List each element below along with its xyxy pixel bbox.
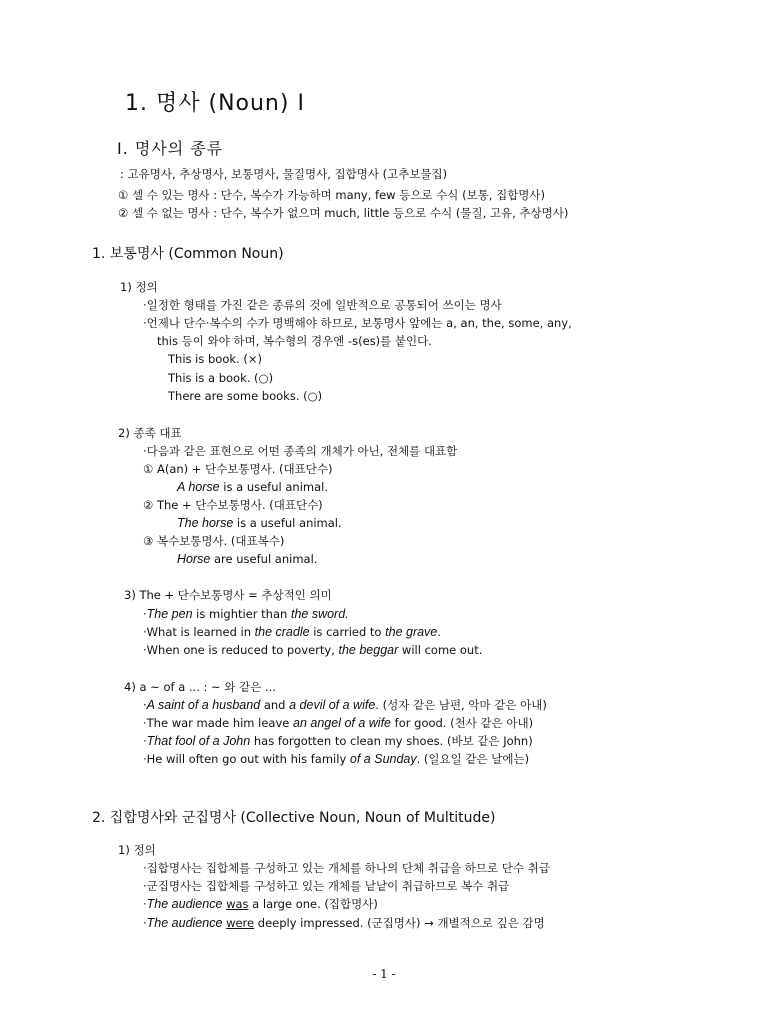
s1-rep-label: 2) 종족 대표 [118, 426, 182, 440]
s1-of-example-3 [143, 733, 533, 749]
italic-phrase: The horse [177, 516, 234, 530]
italic-phrase: the cradle [254, 625, 310, 639]
plain-text: · [143, 734, 147, 748]
s2-def-line-1: ·집합명사는 집합체를 구성하고 있는 개체를 하나의 단체 취급을 하므로 단수 취급 [143, 861, 550, 875]
s2-def-label: 1) 정의 [118, 843, 156, 857]
s2-def-line-2: ·군집명사는 집합체를 구성하고 있는 개체를 낱낱이 취급하므로 복수 취급 [143, 879, 510, 893]
s1-def-line-1: ·일정한 형태를 가진 같은 종류의 것에 일반적으로 공통되어 쓰이는 명사 [143, 298, 502, 312]
s1-rep-item-3: ③ 복수보통명사. (대표복수) [143, 534, 285, 548]
s1-rep-item-1: ① A(an) + 단수보통명사. (대표단수) [143, 462, 333, 476]
plain-text: is a useful animal. [233, 516, 342, 530]
plain-text: . (일요일 같은 날에는) [416, 752, 530, 766]
s1-of-example-4 [143, 751, 529, 767]
plain-text: . [437, 625, 441, 639]
s1-rep-example-1 [177, 479, 328, 495]
s1-example-1: This is book. (×) [168, 352, 262, 366]
underlined-verb: was [226, 897, 249, 911]
s1-rep-item-2: ② The + 단수보통명사. (대표단수) [143, 498, 323, 512]
italic-phrase: The audience [146, 897, 223, 911]
plain-text: ·He will often go out with his family [143, 752, 350, 766]
s1-abs-example-2 [143, 624, 441, 640]
s2-example-2 [143, 915, 545, 931]
intro-uncountable: ② 셀 수 없는 명사 : 단수, 복수가 없으며 much, little 등으로 수식 (물질, 고유, 추상명사) [118, 206, 569, 220]
italic-phrase: the grave [385, 625, 438, 639]
plain-text: . (성자 같은 남편, 악마 같은 아내) [375, 698, 547, 712]
s1-def-line-2: ·언제나 단수·복수의 수가 명백해야 하므로, 보통명사 앞에는 a, an, the, some, any, [143, 316, 572, 330]
s1-rep-example-3 [177, 551, 317, 567]
plain-text: has forgotten to clean my shoes. (바보 같은 John) [250, 734, 533, 748]
intro-kinds: : 고유명사, 추상명사, 보통명사, 물질명사, 집합명사 (고추보물집) [120, 167, 448, 181]
plain-text: deeply impressed. (군집명사) → 개별적으로 깊은 감명 [254, 916, 545, 930]
plain-text: ·The war made him leave [143, 716, 294, 730]
s1-abs-example-3 [143, 642, 482, 658]
italic-phrase: the beggar [338, 643, 399, 657]
s1-rep-desc: ·다음과 같은 표현으로 어떤 종족의 개체가 아닌, 전체를 대표함 [143, 444, 458, 458]
s1-def-line-3: this 등이 와야 하며, 복수형의 경우엔 -s(es)를 붙인다. [157, 334, 432, 348]
s1-of-example-2 [143, 715, 533, 731]
s1-def-label: 1) 정의 [120, 280, 158, 294]
italic-phrase: The audience [146, 916, 223, 930]
plain-text: · [143, 607, 147, 621]
collective-noun-heading: 2. 집합명사와 군집명사 (Collective Noun, Noun of Multitude) [92, 810, 496, 826]
italic-phrase: the sword. [290, 607, 349, 621]
page-title: 1. 명사 (Noun) Ⅰ [125, 91, 305, 116]
italic-phrase: The pen [146, 607, 193, 621]
plain-text: · [143, 897, 147, 911]
s1-abs-example-1 [143, 606, 349, 622]
page-number: - 1 - [372, 967, 396, 981]
italic-phrase: That fool of a John [146, 734, 251, 748]
plain-text: · [143, 916, 147, 930]
underlined-verb: were [226, 916, 255, 930]
plain-text: are useful animal. [210, 552, 318, 566]
intro-countable: ① 셀 수 있는 명사 : 단수, 복수가 가능하며 many, few 등으로 수식 (보통, 집합명사) [118, 188, 546, 202]
italic-phrase: of a Sunday [349, 752, 417, 766]
plain-text: is mightier than [192, 607, 291, 621]
plain-text: · [143, 698, 147, 712]
italic-phrase: A horse [177, 480, 220, 494]
italic-phrase: an angel of a wife [293, 716, 392, 730]
italic-phrase: a devil of a wife [289, 698, 376, 712]
s1-example-3: There are some books. (○) [168, 389, 323, 403]
italic-phrase: A saint of a husband [146, 698, 261, 712]
s1-example-2: This is a book. (○) [168, 371, 274, 385]
italic-phrase: Horse [177, 552, 211, 566]
plain-text: and [260, 698, 290, 712]
plain-text: a large one. (집합명사) [248, 897, 378, 911]
common-noun-heading: 1. 보통명사 (Common Noun) [92, 246, 284, 262]
plain-text: will come out. [398, 643, 483, 657]
s1-of-label: 4) a ~ of a ... : ~ 와 같은 ... [124, 680, 276, 694]
s2-example-1 [143, 896, 378, 912]
plain-text: ·When one is reduced to poverty, [143, 643, 339, 657]
s1-of-example-1 [143, 697, 547, 713]
plain-text: ·What is learned in [143, 625, 255, 639]
plain-text: for good. (천사 같은 아내) [391, 716, 534, 730]
plain-text: is carried to [309, 625, 386, 639]
plain-text: is a useful animal. [219, 480, 328, 494]
s1-rep-example-2 [177, 515, 342, 531]
section-heading: Ⅰ. 명사의 종류 [117, 139, 224, 158]
s1-abs-label: 3) The + 단수보통명사 = 추상적인 의미 [124, 588, 332, 602]
